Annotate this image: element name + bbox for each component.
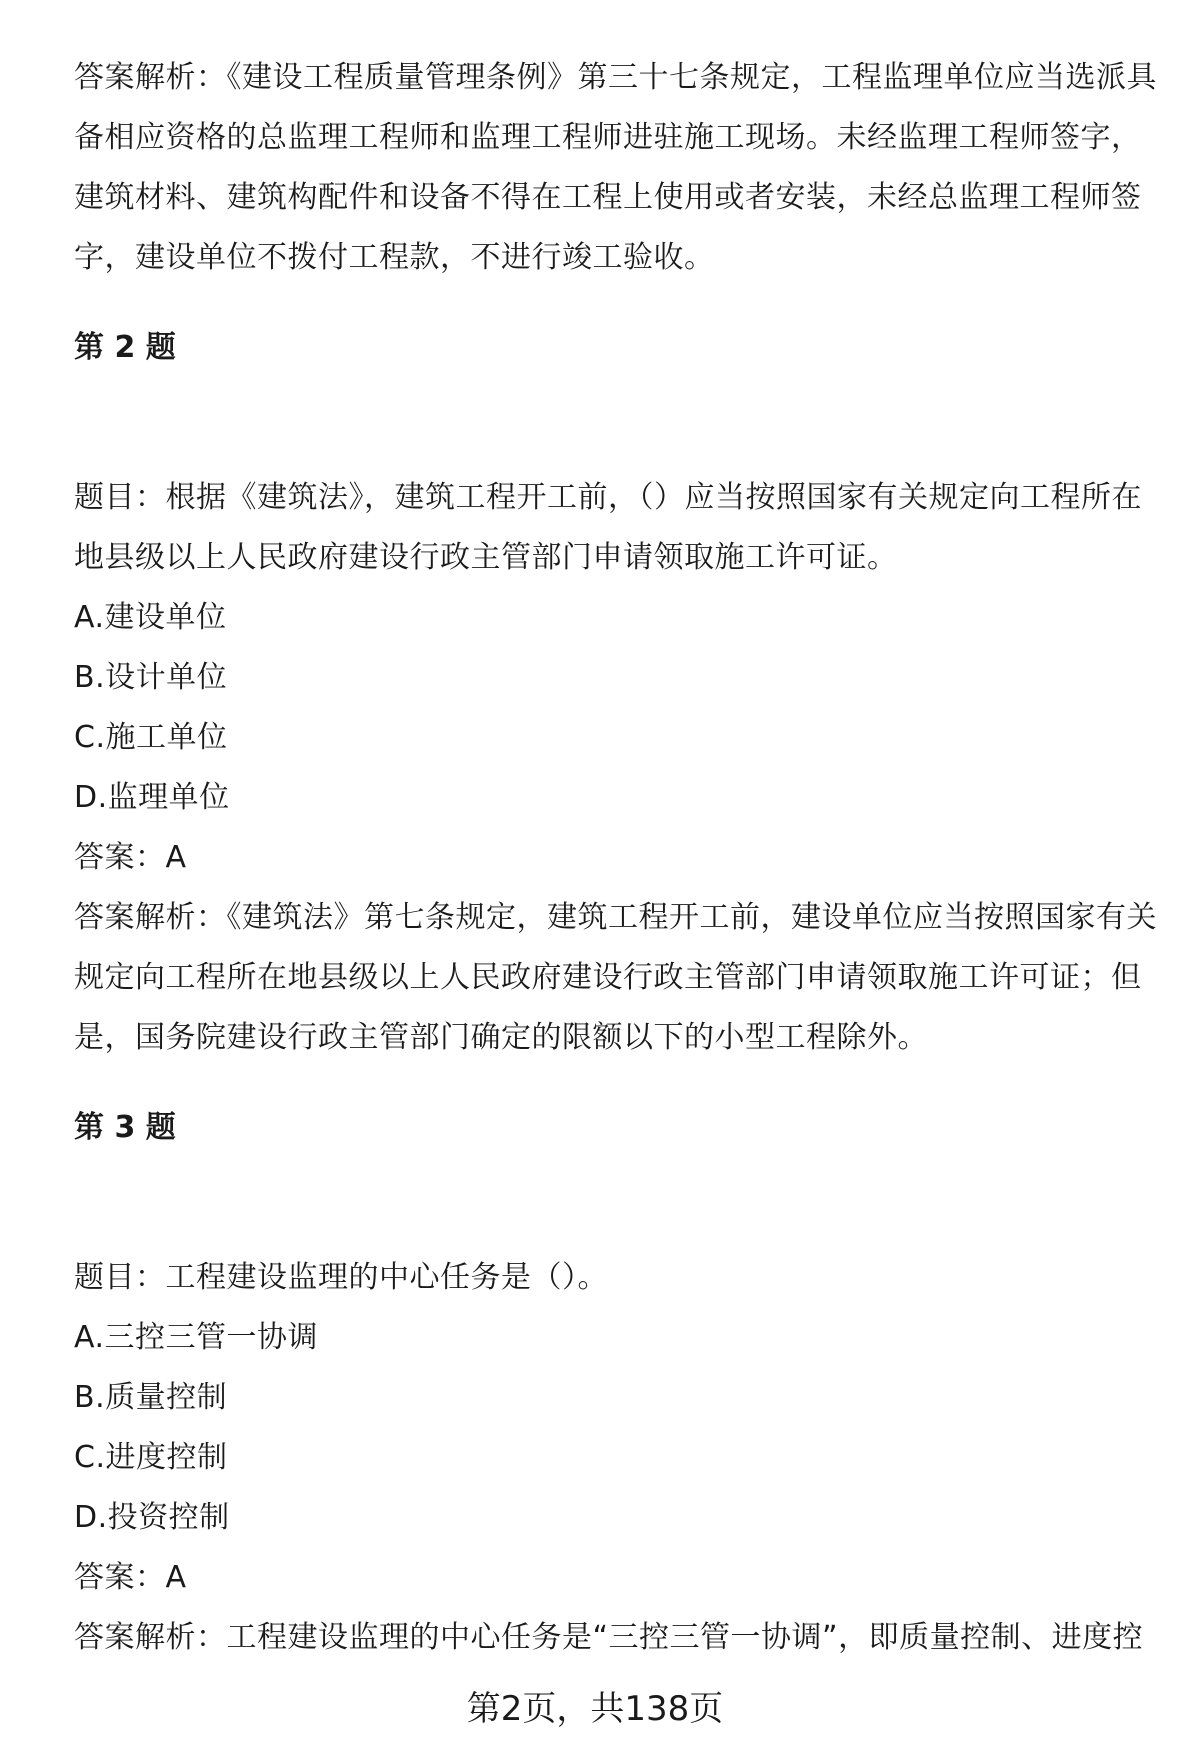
q1-analysis: 答案解析：《建设工程质量管理条例》第三十七条规定，工程监理单位应当选派具备相应资格的总监理工程师和监理工程师进驻施工现场。未经监理工程师签字，建筑材料、建筑构配件和设备不得在工程上使用或者安装，未经总监理工程师签字，建设单位不拨付工程款，不进行竣工验收。 — [74, 60, 1157, 275]
q2-option-d: D.监理单位 — [74, 780, 230, 815]
q3-option-d: D.投资控制 — [74, 1500, 230, 1535]
q2-option-b: B.设计单位 — [74, 660, 228, 695]
q3-option-c: C.进度控制 — [74, 1440, 228, 1475]
q3-answer: 答案：A — [74, 1560, 187, 1595]
q2-answer: 答案：A — [74, 840, 187, 875]
q3-option-b: B.质量控制 — [74, 1380, 228, 1415]
q2-question: 题目：根据《建筑法》，建筑工程开工前，（）应当按照国家有关规定向工程所在地县级以上人民政府建设行政主管部门申请领取施工许可证。 — [74, 480, 1142, 575]
q2-heading: 第 2 题 — [74, 330, 176, 365]
q3-option-a: A.三控三管一协调 — [74, 1320, 319, 1355]
q2-option-a: A.建设单位 — [74, 600, 227, 635]
page-content — [74, 48, 1166, 1668]
q2-option-c: C.施工单位 — [74, 720, 228, 755]
q2-analysis: 答案解析：《建筑法》第七条规定，建筑工程开工前，建设单位应当按照国家有关规定向工程所在地县级以上人民政府建设行政主管部门申请领取施工许可证；但是，国务院建设行政主管部门确定的限额以下的小型工程除外。 — [74, 900, 1157, 1055]
page-footer: 第2页，共138页 — [466, 1689, 724, 1729]
q3-heading: 第 3 题 — [74, 1110, 176, 1145]
q3-question: 题目：工程建设监理的中心任务是（）。 — [74, 1260, 608, 1295]
q3-analysis: 答案解析：工程建设监理的中心任务是“三控三管一协调”，即质量控制、进度控 — [74, 1620, 1144, 1655]
